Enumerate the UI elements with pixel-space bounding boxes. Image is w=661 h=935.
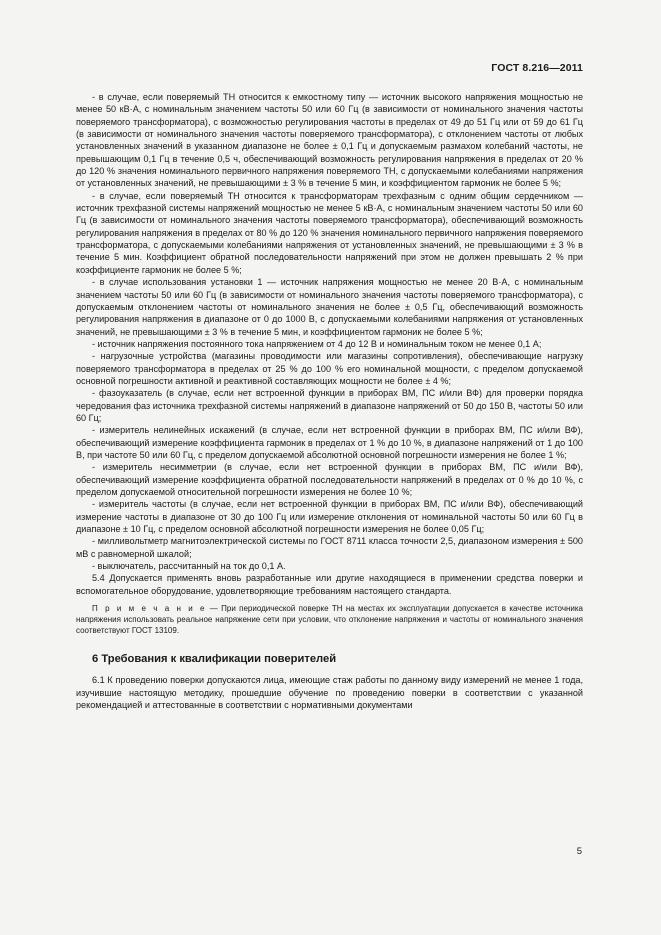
paragraph-phase-indicator: - фазоуказатель (в случае, если нет встроенной функции в приборах ВМ, ПС и/или ВФ) для проверки порядка чередования фаз источника трехфазной системы напряжений в диапазоне напряжений от 50 до 150 В, частоты 50 или 60 Гц; (76, 388, 583, 423)
paragraph-distortion-meter: - измеритель нелинейных искажений (в случае, если нет встроенной функции в приборах ВМ, ПС и/или ВФ), обеспечивающий измерение коэффициента гармоник в пределах от 1 % до 10 %, в диапазоне напряжений от 1 до 100 В, при частоте 50 или 60 Гц, с пределом допускаемой абсолютной основной погрешности измерения не более 1 %; (76, 425, 583, 460)
paragraph-asymmetry-meter: - измеритель несимметрии (в случае, если нет встроенной функции в приборах ВМ, ПС и/или ВФ), обеспечивающий измерение коэффициента обратной последовательности напряжений в пределах от 0 % до 10 %, с пределом допускаемой относительной погрешности измерения не более 10 %; (76, 462, 583, 497)
paragraph-frequency-meter: - измеритель частоты (в случае, если нет встроенной функции в приборах ВМ, ПС и/или ВФ), обеспечивающий измерение частоты в диапазоне от 30 до 100 Гц или измерение отклонения от номинальной частоты 50 или 60 Гц в диапазоне ± 10 Гц, с пределом основной абсолютной погрешности измерения не более 0,05 Гц; (76, 499, 583, 535)
paragraph-6-1: 6.1 К проведению поверки допускаются лица, имеющие стаж работы по данному виду измерений не менее 1 года, изучившие настоящую методику, прошедшие обучение по проведению поверки в соответствии с указанной рекомендацией и аттестованные в соответствии с нормативными документами (76, 675, 583, 711)
paragraph-millivoltmeter: - милливольтметр магнитоэлектрической системы по ГОСТ 8711 класса точности 2,5, диапазоном измерения ± 500 мВ с равномерной шкалой; (76, 536, 583, 559)
paragraph-dc-source: - источник напряжения постоянного тока напряжением от 4 до 12 В и номинальным током не менее 0,1 А; (92, 338, 542, 349)
note-text: — При периодической поверке ТН на местах их эксплуатации допускается в качестве источника напряжения использовать реальное напряжение сети при условии, что отклонение напряжения и частоты от номинального значения соответствуют ГОСТ 13109. (76, 604, 583, 636)
document-code: ГОСТ 8.216—2011 (491, 62, 583, 74)
paragraph-three-phase-source: - в случае, если поверяемый ТН относится к трансформаторам трехфазным с одним общим сердечником — источник трехфазной системы напряжений мощностью не менее 5 кВ·А, с номинальным значением частоты 50 или 60 Гц (в зависимости от номинального значения частоты поверяемого трансформатора), обеспечивающий возможность регулирования напряжения в пределах от 80 % до 120 % значения номинального первичного напряжения поверяемого трансформатора, с допускаемыми колебаниями напряжения от установленных значений, не превышающими ± 3 % в течение 5 мин. Коэффициент обратной последовательности напряжений при этом не должен превышать 2 % при коэффициенте гармоник не более 5 %; (76, 190, 583, 275)
note (76, 603, 583, 636)
paragraph-5-4: 5.4 Допускается применять вновь разработанные или другие находящиеся в применении средства поверки и вспомогательное оборудование, удовлетворяющие требованиям настоящего стандарта. (76, 573, 583, 596)
paragraph-switch: - выключатель, рассчитанный на ток до 0,1 А. (92, 561, 286, 572)
note-label: П р и м е ч а н и е (92, 604, 207, 614)
paragraph-installation-source: - в случае использования установки 1 — источник напряжения мощностью не менее 20 В·А, с номинальным значением частоты 50 или 60 Гц (в зависимости от номинального значения частоты поверяемого трансформатора), с допускаемым отклонением частоты от номинального значения не более ± 0,5 Гц, обеспечивающий возможность регулирования напряжения в диапазоне от 0 до 1000 В, с допускаемыми колебаниями напряжения от установленных значений, не превышающими ± 3 % в течение 5 мин, и коэффициентом гармоник не более 5 %; (76, 277, 583, 337)
paragraph-load-devices: - нагрузочные устройства (магазины проводимости или магазины сопротивления), обеспечивающие нагрузку поверяемого трансформатора в пределах от 25 % до 100 % его номинальной мощности, с пределом допускаемой основной погрешности активной и реактивной составляющих мощности не более ± 4 %; (76, 351, 583, 386)
paragraph-capacitive-source: - в случае, если поверяемый ТН относится к емкостному типу — источник высокого напряжения мощностью не менее 50 кВ·А, с номинальным значением частоты 50 или 60 Гц (в зависимости от номинального значения частоты поверяемого трансформатора), с возможностью регулирования частоты в пределах от 49 до 51 Гц или от 59 до 61 Гц (в зависимости от номинального значения частоты поверяемого трансформатора), с отклонением частоты от любых установленных значений в указанном диапазоне не более ± 0,1 Гц и допускаемым размахом колебаний частоты, не превышающим 0,1 Гц в течение 0,5 ч, обеспечивающий возможность регулирования напряжения в пределах от 20 % до 120 % значения номинального первичного напряжения поверяемого ТН, с допускаемыми колебаниями напряжения от установленных значений, не превышающими ± 3 % в течение 5 мин, и коэффициентом гармоник не более 5 %; (76, 92, 583, 189)
page-number: 5 (576, 846, 582, 857)
section-title: 6 Требования к квалификации поверителей (92, 653, 337, 666)
document-body (76, 91, 583, 711)
